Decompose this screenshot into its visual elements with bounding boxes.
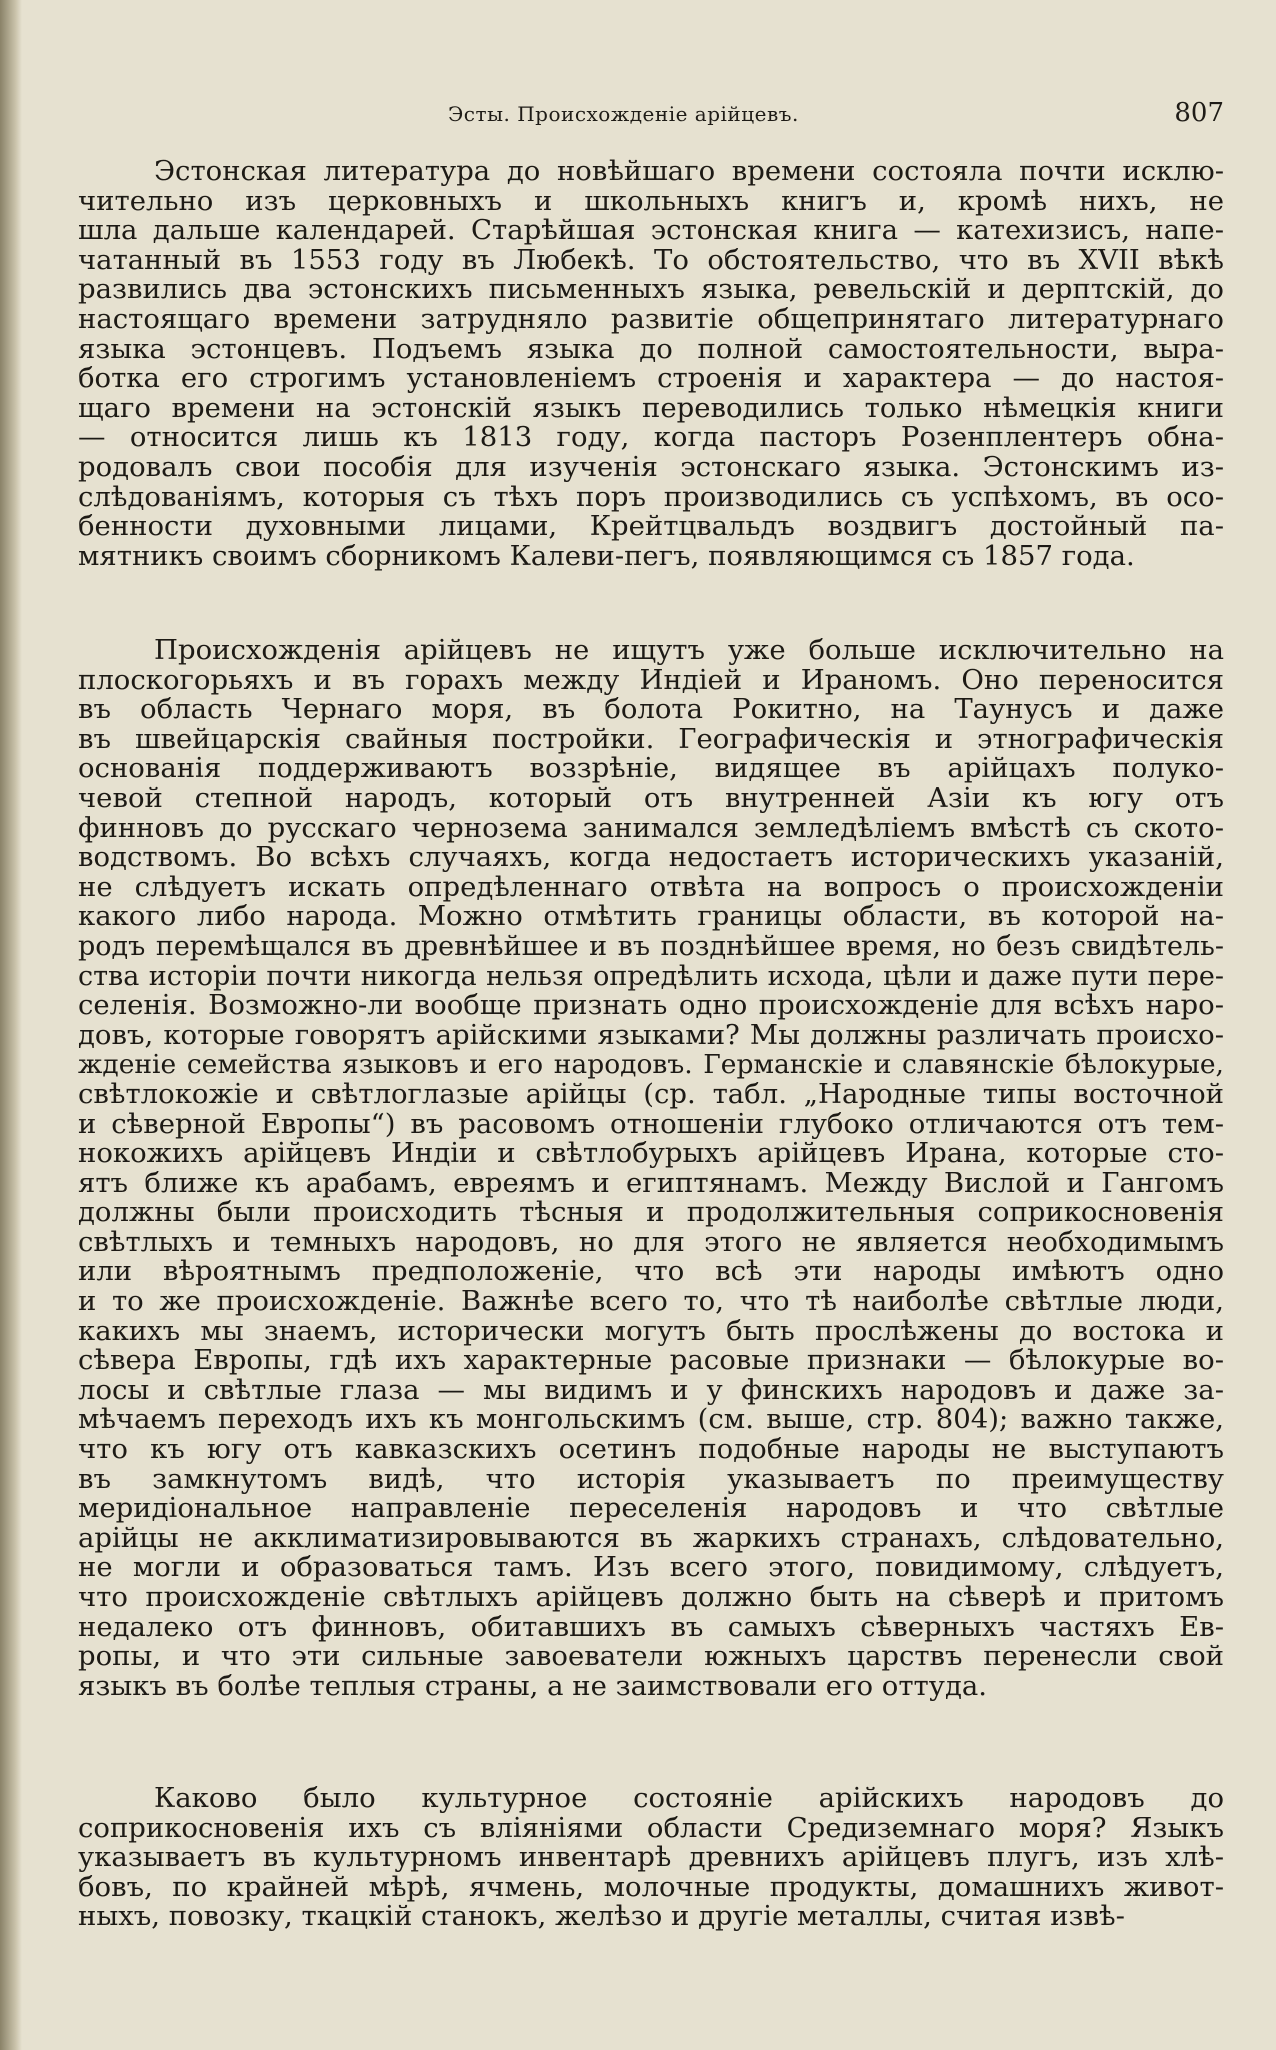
- paragraph-aryan-culture: [78, 1784, 1224, 1932]
- text-line: основанія поддерживаютъ воззрѣніе, видящее въ арійцахъ полуко-: [78, 754, 1224, 784]
- text-line: чатанный въ 1553 году въ Любекѣ. То обстоятельство, что въ XVII вѣкѣ: [78, 245, 1224, 276]
- text-line: что къ югу отъ кавказскихъ осетинъ подобные народы не выступаютъ: [78, 1435, 1224, 1465]
- text-line: арійцы не акклиматизировываются въ жаркихъ странахъ, слѣдовательно,: [78, 1523, 1224, 1554]
- text-line: мятникъ своимъ сборникомъ Калеви-пегъ, появляющимся съ 1857 года.: [78, 541, 1135, 572]
- text-line: чительно изъ церковныхъ и школьныхъ книгъ и, кромѣ нихъ, не: [78, 186, 1224, 217]
- text-line: сѣвера Европы, гдѣ ихъ характерные расовые признаки — бѣлокурые во-: [78, 1346, 1224, 1376]
- text-line: въ область Чернаго моря, въ болота Рокитно, на Таунусъ и даже: [78, 695, 1224, 725]
- text-line: указываетъ въ культурномъ инвентарѣ древнихъ арійцевъ плугъ, изъ хлѣ-: [78, 1843, 1224, 1873]
- text-line: жденіе семейства языковъ и его народовъ. Германскіе и славянскіе бѣлокурые,: [78, 1050, 1224, 1080]
- text-line: меридіональное направленіе переселенія народовъ и что свѣтлые: [78, 1494, 1224, 1524]
- page-binding-shadow: [0, 0, 22, 2050]
- running-head: Эсты. Происхожденіе арійцевъ.: [448, 102, 799, 126]
- text-line: въ замкнутомъ видѣ, что исторія указываетъ по преимуществу: [78, 1464, 1224, 1495]
- text-line: плоскогорьяхъ и въ горахъ между Индіей и Ираномъ. Оно переносится: [78, 665, 1224, 696]
- text-line: не слѣдуетъ искать опредѣленнаго отвѣта на вопросъ о происхожденіи: [78, 872, 1224, 903]
- text-line: лосы и свѣтлые глаза — мы видимъ и у финскихъ народовъ и даже за-: [78, 1375, 1224, 1406]
- text-line: ропы, и что эти сильные завоеватели южныхъ царствъ перенесли свой: [78, 1642, 1224, 1672]
- text-line: свѣтлокожіе и свѣтлоглазые арійцы (ср. табл. „Народные типы восточной: [78, 1079, 1224, 1110]
- text-line: довъ, которые говорятъ арійскими языками? Мы должны различать происхо-: [78, 1020, 1224, 1051]
- text-line: Каково было культурное состояніе арійскихъ народовъ до: [154, 1784, 1224, 1814]
- text-line: Эстонская литература до новѣйшаго времени состояла почти исклю-: [154, 157, 1224, 187]
- text-line: — относится лишь къ 1813 году, когда пасторъ Розенплентеръ обна-: [78, 423, 1224, 453]
- text-line: и сѣверной Европы“) въ расовомъ отношеніи глубоко отличаются отъ тем-: [78, 1109, 1224, 1140]
- text-line: водствомъ. Во всѣхъ случаяхъ, когда недостаетъ историческихъ указаній,: [78, 843, 1224, 873]
- text-line: языкъ въ болѣе теплыя страны, а не заимствовали его оттуда.: [78, 1671, 988, 1702]
- text-line: языка эстонцевъ. Подъемъ языка до полной самостоятельности, выра-: [78, 334, 1224, 365]
- text-line: и то же происхожденіе. Важнѣе всего то, что тѣ наиболѣе свѣтлые люди,: [78, 1287, 1224, 1317]
- text-line: слѣдованіямъ, которыя съ тѣхъ поръ производились съ успѣхомъ, въ осо-: [78, 482, 1224, 513]
- text-line: ятъ ближе къ арабамъ, евреямъ и египтянамъ. Между Вислой и Гангомъ: [78, 1168, 1224, 1199]
- text-line: должны были происходить тѣсныя и продолжительныя соприкосновенія: [78, 1198, 1224, 1228]
- text-line: какихъ мы знаемъ, исторически могутъ быть прослѣжены до востока и: [78, 1316, 1224, 1347]
- text-line: не могли и образоваться тамъ. Изъ всего этого, повидимому, слѣдуетъ,: [78, 1553, 1224, 1583]
- text-line: мѣчаемъ переходъ ихъ къ монгольскимъ (см. выше, стр. 804); важно также,: [78, 1405, 1224, 1436]
- page-header: [78, 96, 1224, 136]
- paragraph-estonian-literature: [78, 157, 1224, 571]
- text-line: бовъ, по крайней мѣрѣ, ячмень, молочные продукты, домашнихъ живот-: [78, 1872, 1224, 1903]
- text-line: шла дальше календарей. Старѣйшая эстонская книга — катехизисъ, напе-: [78, 216, 1224, 246]
- text-line: родовалъ свои пособія для изученія эстонскаго языка. Эстонскимъ из-: [78, 452, 1224, 483]
- text-line: родъ перемѣщался въ древнѣйшее и въ позднѣйшее время, но безъ свидѣтель-: [78, 931, 1224, 962]
- text-line: свѣтлыхъ и темныхъ народовъ, но для этого не является необходимымъ: [78, 1227, 1224, 1258]
- text-line: что происхожденіе свѣтлыхъ арійцевъ должно быть на сѣверѣ и притомъ: [78, 1583, 1224, 1613]
- text-line: развились два эстонскихъ письменныхъ языка, ревельскій и дерптскій, до: [78, 275, 1224, 305]
- text-line: чевой степной народъ, который отъ внутренней Азіи къ югу отъ: [78, 783, 1224, 814]
- text-line: ботка его строгимъ установленіемъ строенія и характера — до настоя-: [78, 364, 1224, 394]
- text-line: Происхожденія арійцевъ не ищутъ уже больше исключительно на: [154, 636, 1224, 666]
- page-number: 807: [1174, 98, 1224, 128]
- paragraph-aryan-origin: [78, 636, 1224, 1701]
- text-line: какого либо народа. Можно отмѣтить границы области, въ которой на-: [78, 902, 1224, 932]
- text-line: щаго времени на эстонскій языкъ переводились только нѣмецкія книги: [78, 393, 1224, 424]
- text-line: нокожихъ арійцевъ Индіи и свѣтлобурыхъ арійцевъ Ирана, которые сто-: [78, 1139, 1224, 1169]
- text-line: финновъ до русскаго чернозема занимался земледѣліемъ вмѣстѣ съ ското-: [78, 813, 1224, 844]
- text-line: селенія. Возможно-ли вообще признать одно происхожденіе для всѣхъ наро-: [78, 991, 1224, 1021]
- text-line: въ швейцарскія свайныя постройки. Географическія и этнографическія: [78, 724, 1224, 755]
- text-line: или вѣроятнымъ предположеніе, что всѣ эти народы имѣютъ одно: [78, 1257, 1224, 1288]
- text-line: ства исторіи почти никогда нельзя опредѣлить исхода, цѣли и даже пути пере-: [78, 961, 1224, 992]
- text-line: соприкосновенія ихъ съ вліяніями области Средиземнаго моря? Языкъ: [78, 1813, 1224, 1844]
- text-line: ныхъ, повозку, ткацкій станокъ, желѣзо и другіе металлы, считая извѣ-: [78, 1902, 1125, 1932]
- text-line: недалеко отъ финновъ, обитавшихъ въ самыхъ сѣверныхъ частяхъ Ев-: [78, 1612, 1224, 1643]
- text-line: бенности духовными лицами, Крейтцвальдъ воздвигъ достойный па-: [78, 512, 1224, 542]
- text-line: настоящаго времени затрудняло развитіе общепринятаго литературнаго: [78, 304, 1224, 335]
